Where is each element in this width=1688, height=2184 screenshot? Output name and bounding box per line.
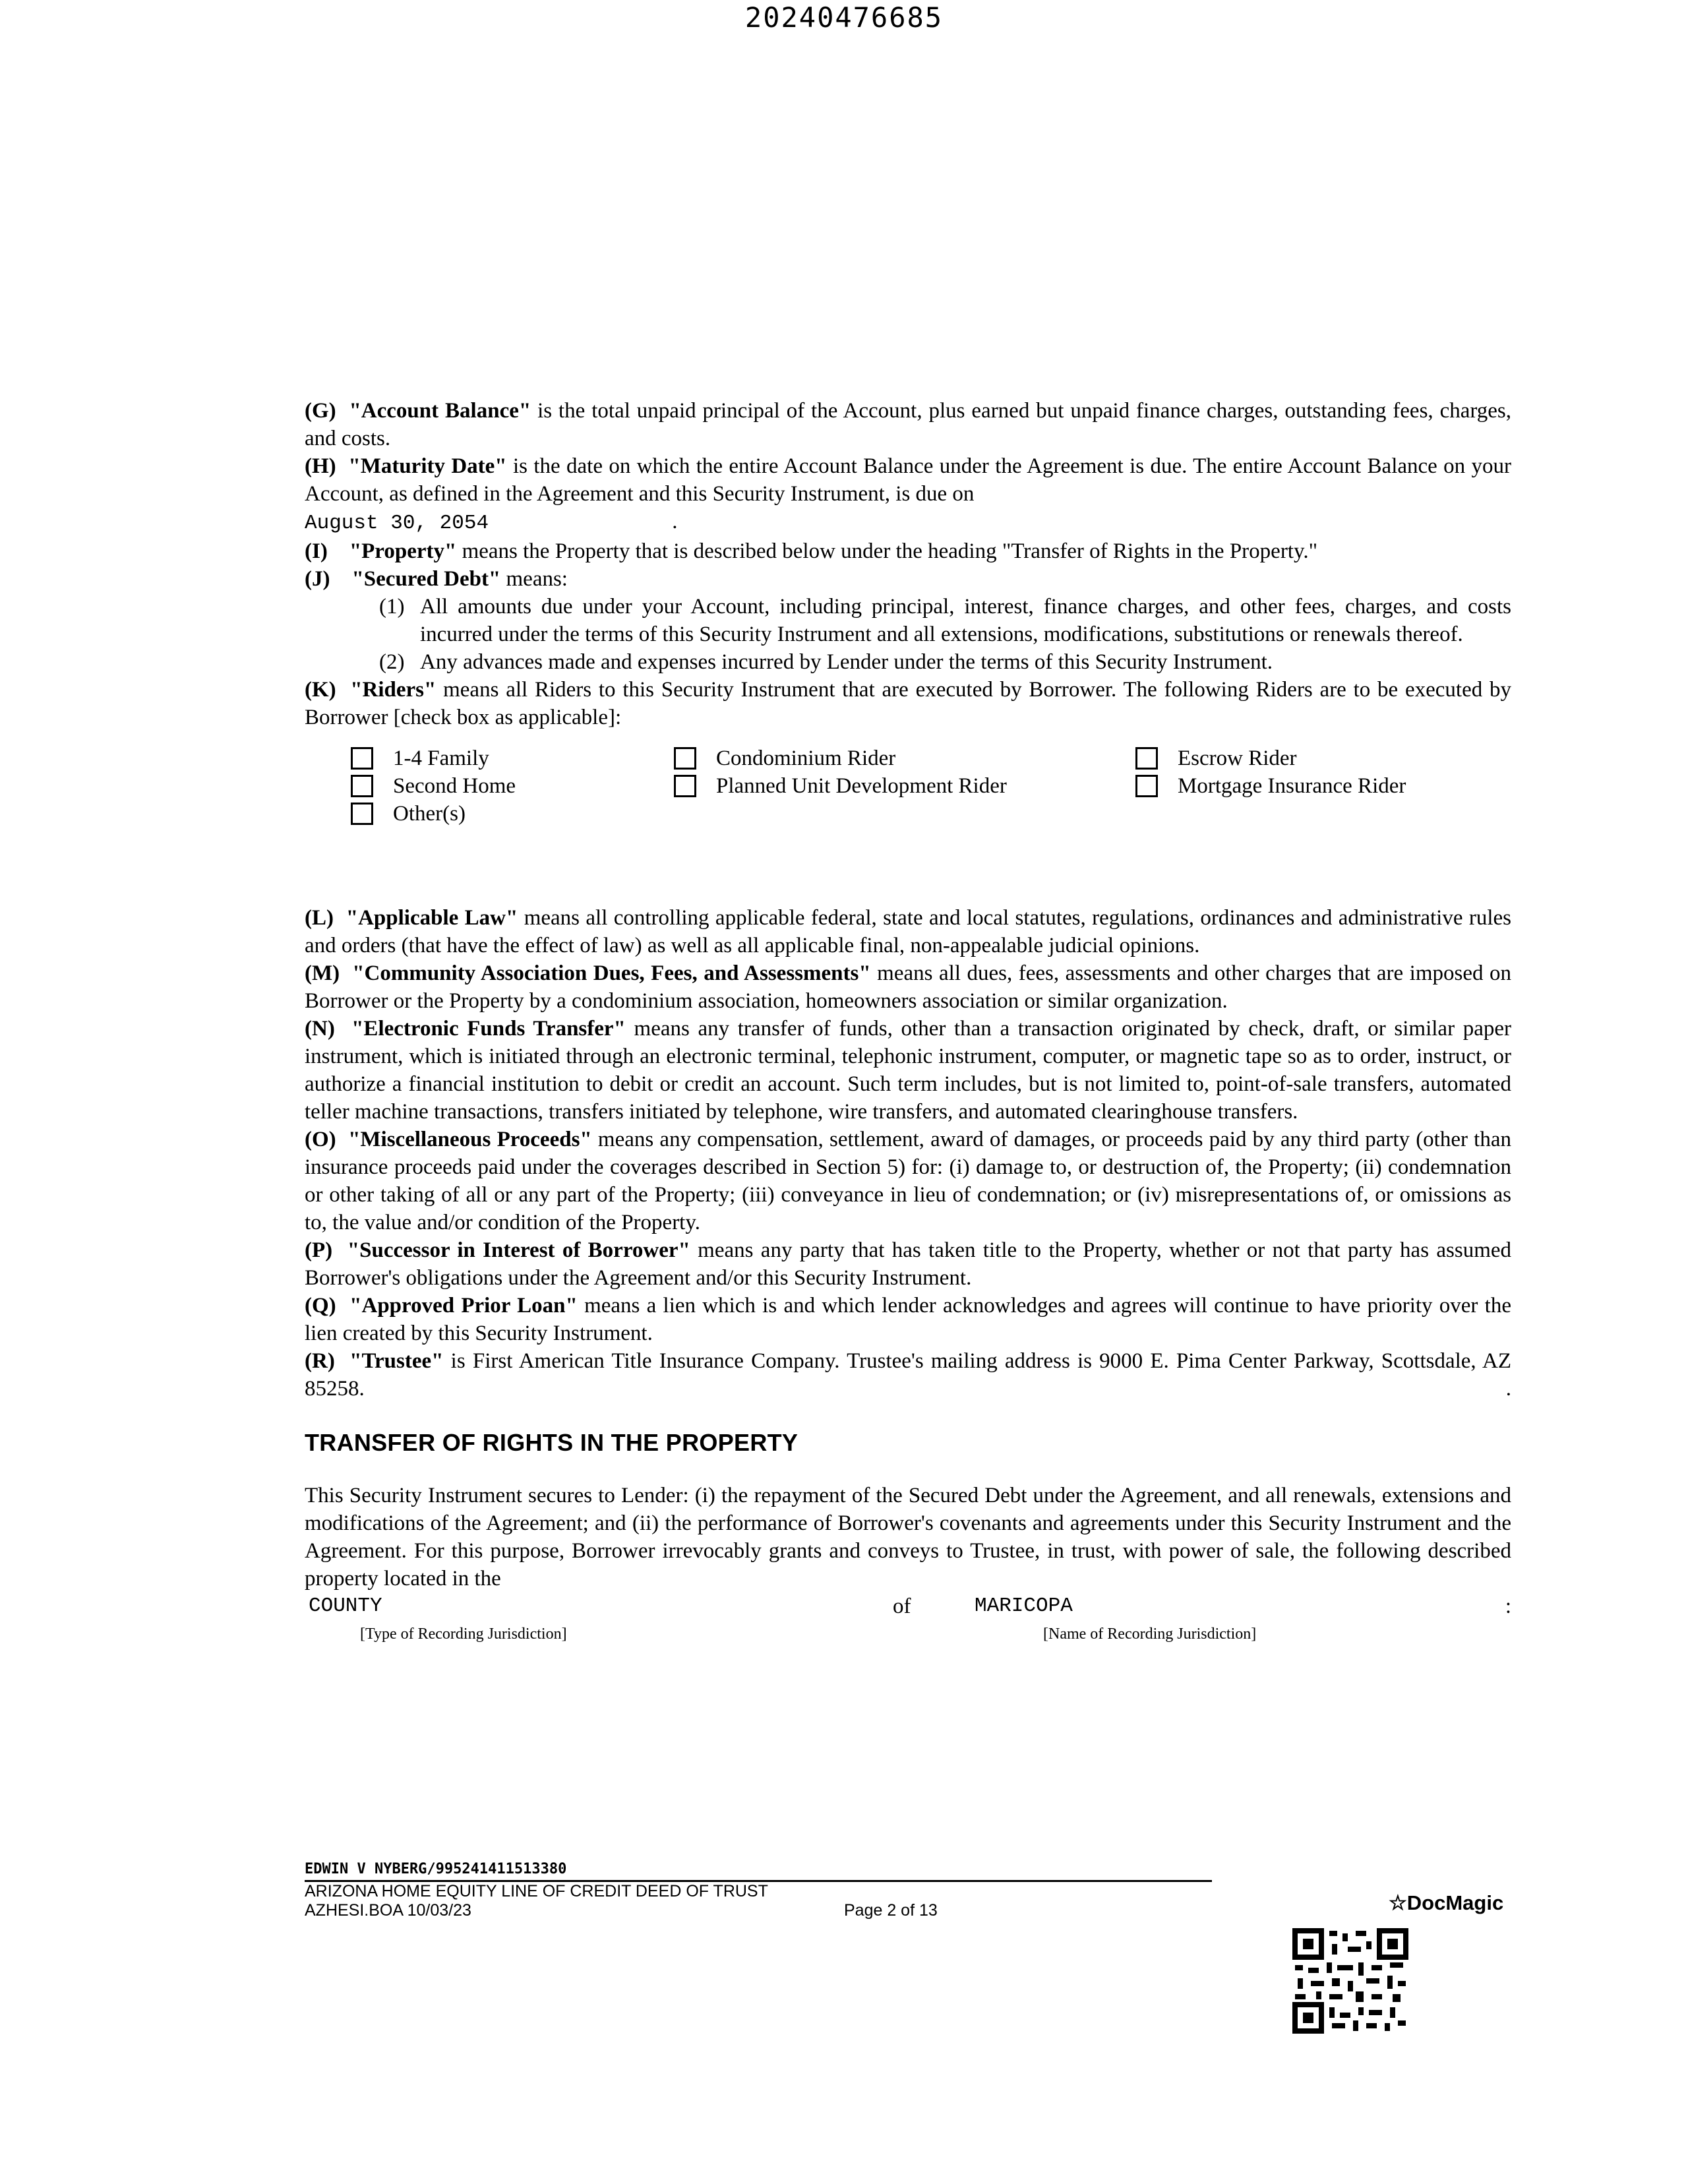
checkbox[interactable] <box>1135 775 1158 797</box>
definition-term: "Successor in Interest of Borrower" <box>347 1238 690 1262</box>
definition-term: "Electronic Funds Transfer" <box>351 1017 626 1041</box>
secured-debt-item <box>305 648 1511 676</box>
definition-n <box>305 1015 1511 1126</box>
definition-term: "Community Association Dues, Fees, and Assessments" <box>352 961 871 985</box>
definition-o <box>305 1126 1511 1236</box>
checkbox[interactable] <box>674 775 696 797</box>
loan-id: EDWIN V NYBERG/995241411513380 <box>305 1861 567 1877</box>
rider-label: 1-4 Family <box>393 746 489 770</box>
definition-g <box>305 397 1511 452</box>
maturity-date-period: . <box>672 510 678 533</box>
definition-l <box>305 904 1511 959</box>
riders-checklist <box>351 744 1511 828</box>
caption-name: [Name of Recording Jurisdiction] <box>1043 1625 1257 1643</box>
definition-label: (O) <box>305 1128 336 1151</box>
rider-label: Second Home <box>393 774 516 798</box>
rider-label: Mortgage Insurance Rider <box>1178 774 1406 798</box>
trailing-period: . <box>1505 1377 1511 1401</box>
checkbox[interactable] <box>1135 747 1158 770</box>
definition-k <box>305 676 1511 731</box>
item-number: (1) <box>379 595 405 619</box>
rider-option[interactable] <box>351 744 674 772</box>
rider-label: Other(s) <box>393 802 466 826</box>
definition-label: (G) <box>305 399 336 423</box>
star-icon: ☆ <box>1389 1891 1407 1914</box>
page-footer <box>305 1861 1511 1920</box>
definition-term: "Property" <box>349 539 457 563</box>
qr-code-icon <box>1292 1928 1408 2034</box>
jurisdiction-line <box>305 1592 1511 1620</box>
definition-term: "Trustee" <box>349 1349 444 1373</box>
definition-i <box>305 537 1511 565</box>
definition-m <box>305 959 1511 1015</box>
definition-j <box>305 565 1511 593</box>
jurisdiction-name-field[interactable]: MARICOPA <box>975 1594 1073 1618</box>
docmagic-logo <box>1389 1891 1503 1915</box>
brand-name: DocMagic <box>1406 1891 1504 1914</box>
section-heading: TRANSFER OF RIGHTS IN THE PROPERTY <box>305 1429 799 1456</box>
definition-label: (J) <box>305 567 330 591</box>
definition-text: means a lien which is and which lender acknowledges and agrees will continue to have priority over the lien created by this Security Instrument. <box>305 1294 1511 1345</box>
definition-term: "Riders" <box>350 678 437 702</box>
rider-label: Condominium Rider <box>716 746 896 770</box>
definition-text: means any party that has taken title to the Property, whether or not that party has assumed Borrower's obligations under the Agreement and/or this Security Instrument. <box>305 1238 1512 1290</box>
checkbox[interactable] <box>351 803 373 825</box>
definition-text: means any compensation, settlement, award of damages, or proceeds paid by any third party (other than insurance proceeds paid under the coverages described in Section 5) for: (i) damage to, or destruction of, the Property; (ii) condemnation or other taking of all or any part of the Property; (iii) conveyance in lieu of condemnation; or (iv) misrepresentations of, or omissions as to, the value and/or condition of the Property. <box>305 1128 1512 1234</box>
item-text: All amounts due under your Account, including principal, interest, finance charges, and other fees, charges, and costs incurred under the terms of this Security Instrument and all extensions, modifications, substitutions or renewals thereof. <box>420 595 1511 646</box>
item-text: Any advances made and expenses incurred by Lender under the terms of this Security Instrument. <box>420 650 1273 674</box>
definition-term: "Maturity Date" <box>348 454 507 478</box>
caption-type: [Type of Recording Jurisdiction] <box>360 1625 567 1643</box>
definition-text: is the total unpaid principal of the Account, plus earned but unpaid finance charges, outstanding fees, charges, and costs. <box>305 399 1512 450</box>
definition-text: means all controlling applicable federal, state and local statutes, regulations, ordinances and administrative rules and orders (that have the effect of law) as well as all applicable final, non-appealable judicial opinions. <box>305 906 1512 957</box>
definition-term: "Secured Debt" <box>351 567 501 591</box>
rider-label: Planned Unit Development Rider <box>716 774 1007 798</box>
definition-term: "Account Balance" <box>349 399 531 423</box>
definition-label: (I) <box>305 539 328 563</box>
definition-label: (L) <box>305 906 334 930</box>
definition-text: means: <box>500 567 568 591</box>
definition-label: (Q) <box>305 1294 336 1318</box>
checkbox[interactable] <box>351 775 373 797</box>
recording-number: 20240476685 <box>744 1 944 34</box>
jurisdiction-captions <box>305 1620 1511 1643</box>
jurisdiction-type-field[interactable]: COUNTY <box>309 1594 382 1618</box>
maturity-date-line <box>305 508 1511 537</box>
definition-text: means the Property that is described below under the heading "Transfer of Rights in the Property." <box>456 539 1318 563</box>
rider-option[interactable] <box>1135 772 1505 800</box>
document-body <box>305 397 1511 1643</box>
rider-label: Escrow Rider <box>1178 746 1297 770</box>
definition-term: "Approved Prior Loan" <box>349 1294 578 1318</box>
definition-text: is First American Title Insurance Company. Trustee's mailing address is 9000 E. Pima Center Parkway, Scottsdale, AZ 85258. <box>305 1349 1512 1401</box>
definition-label: (N) <box>305 1017 335 1041</box>
definition-term: "Applicable Law" <box>346 906 518 930</box>
definition-term: "Miscellaneous Proceeds" <box>348 1128 592 1151</box>
rider-option[interactable] <box>674 744 1135 772</box>
rider-option[interactable] <box>351 772 674 800</box>
definition-label: (M) <box>305 961 340 985</box>
checkbox[interactable] <box>351 747 373 770</box>
definition-q <box>305 1292 1511 1347</box>
maturity-date: August 30, 2054 <box>305 512 489 535</box>
of-text: of <box>893 1594 911 1618</box>
form-code-line <box>305 1901 1511 1920</box>
rider-option[interactable] <box>674 772 1135 800</box>
transfer-paragraph: This Security Instrument secures to Lender: (i) the repayment of the Secured Debt under the Agreement, and all renewals, extensions and modifications of the Agreement; and (ii) the performance of Borrower's covenants and agreements under this Security Instrument and the Agreement. For this purpose, Borrower irrevocably grants and conveys to Trustee, in trust, with power of sale, the following described property located in the <box>305 1484 1511 1591</box>
definition-h <box>305 452 1511 508</box>
definition-p <box>305 1236 1511 1292</box>
definition-text: means any transfer of funds, other than a transaction originated by check, draft, or similar paper instrument, which is initiated through an electronic terminal, telephonic instrument, computer, or magnetic tape so as to order, instruct, or authorize a financial institution to debit or credit an account. Such term includes, but is not limited to, point-of-sale transfers, automated teller machine transactions, transfers initiated by telephone, wire transfers, and automated clearinghouse transfers. <box>305 1017 1511 1124</box>
definition-text: means all dues, fees, assessments and other charges that are imposed on Borrower or the Property by a condominium association, homeowners association or similar organization. <box>305 961 1512 1013</box>
colon-text: : <box>1505 1594 1511 1618</box>
item-number: (2) <box>379 650 405 674</box>
page-number: Page 2 of 13 <box>844 1901 938 1920</box>
checkbox[interactable] <box>674 747 696 770</box>
rider-option[interactable] <box>1135 744 1505 772</box>
form-title: ARIZONA HOME EQUITY LINE OF CREDIT DEED OF TRUST <box>305 1882 768 1900</box>
definition-text: is the date on which the entire Account Balance under the Agreement is due. The entire Account Balance on your Account, as defined in the Agreement and this Security Instrument, is due on <box>305 454 1512 506</box>
definition-r <box>305 1347 1511 1403</box>
definition-label: (P) <box>305 1238 333 1262</box>
secured-debt-item <box>305 593 1511 648</box>
definition-label: (H) <box>305 454 336 478</box>
definition-label: (R) <box>305 1349 335 1373</box>
form-code: AZHESI.BOA 10/03/23 <box>305 1901 471 1920</box>
rider-option[interactable] <box>351 800 674 828</box>
definition-label: (K) <box>305 678 336 702</box>
definition-text: means all Riders to this Security Instrument that are executed by Borrower. The following Riders are to be executed by Borrower [check box as applicable]: <box>305 678 1511 729</box>
